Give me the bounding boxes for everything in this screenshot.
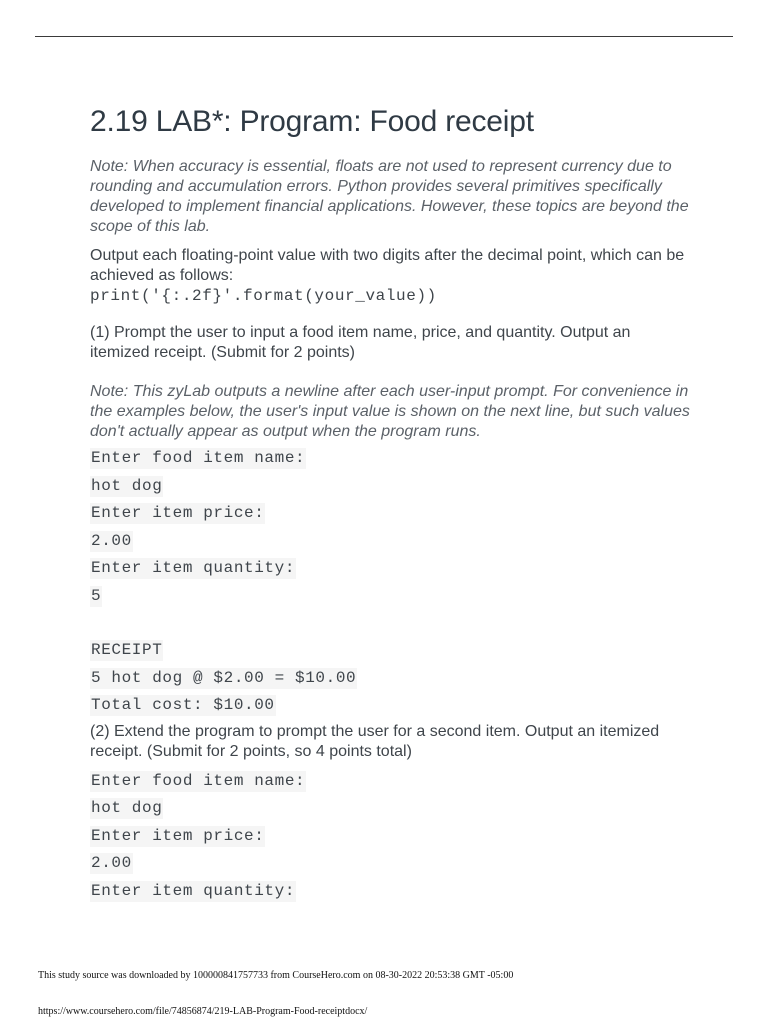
example-1-line: Enter item price: [91, 504, 265, 522]
example-2-line: 2.00 [91, 854, 132, 872]
source-url: https://www.coursehero.com/file/74856874/219-LAB-Program-Food-receiptdocx/ [38, 1006, 368, 1017]
example-2-io [90, 771, 690, 909]
receipt-line: 5 hot dog @ $2.00 = $10.00 [91, 668, 357, 687]
zylab-note: Note: This zyLab outputs a newline after each user-input prompt. For convenience in the examples below, the user's input value is shown on the next line, but such values don't actually appear as output when the program runs. [90, 383, 690, 440]
receipt-line: Total cost: $10.00 [91, 696, 275, 714]
example-1-line: hot dog [91, 476, 163, 495]
page-title: 2.19 LAB*: Program: Food receipt [90, 105, 534, 138]
format-intro: Output each floating-point value with two digits after the decimal point, which can be achieved as follows: [90, 247, 685, 284]
example-2-line: hot dog [91, 799, 163, 817]
currency-note: Note: When accuracy is essential, floats are not used to represent currency due to rounding and accumulation errors. Python provides several primitives specifically developed to implement financial applications. However, these topics are beyond the scope of this lab. [90, 158, 689, 235]
example-1-io [90, 448, 690, 723]
example-1-line: 2.00 [91, 531, 132, 550]
example-1-line: Enter item quantity: [91, 559, 296, 577]
receipt-line: RECEIPT [91, 641, 163, 659]
example-2-line: Enter food item name: [91, 771, 306, 790]
example-2-line: Enter item quantity: [91, 881, 296, 900]
example-1-line: Enter food item name: [91, 449, 306, 467]
lab-document [90, 102, 690, 908]
example-1-blank-line [90, 613, 690, 640]
step-1-instructions: (1) Prompt the user to input a food item name, price, and quantity. Output an itemized receipt. (Submit for 2 points) [90, 324, 631, 361]
top-divider [35, 36, 733, 37]
download-notice: This study source was downloaded by 100000841757733 from CourseHero.com on 08-30-2022 20:53:38 GMT -05:00 [38, 970, 514, 981]
step-2-instructions: (2) Extend the program to prompt the user for a second item. Output an itemized receipt. (Submit for 2 points, so 4 points total) [90, 722, 660, 760]
format-code: print('{:.2f}'.format(your_value)) [90, 287, 437, 305]
example-1-line: 5 [91, 586, 102, 605]
example-2-line: Enter item price: [91, 826, 265, 845]
